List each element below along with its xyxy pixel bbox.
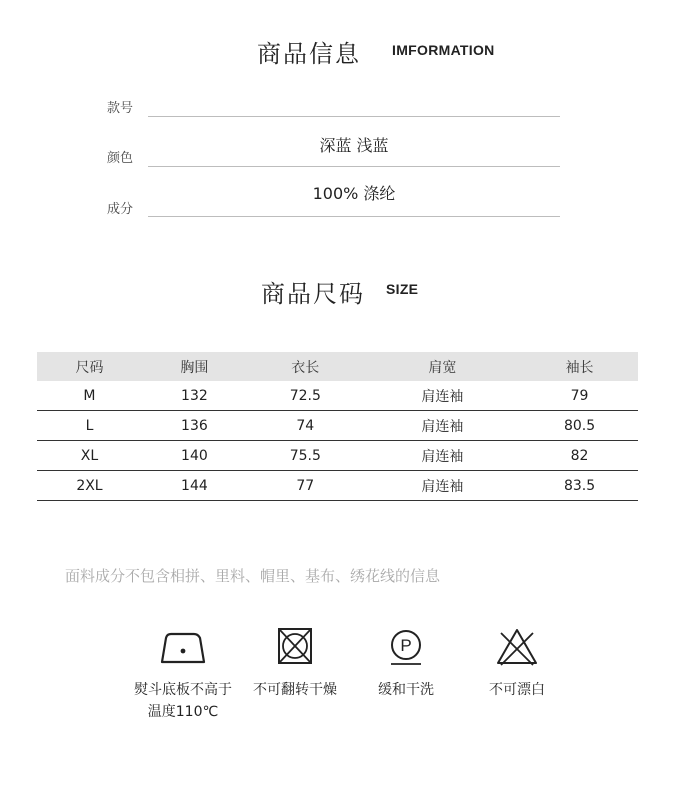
table-cell: 肩连袖 (421, 448, 464, 465)
table-cell: 2XL (76, 477, 103, 494)
header-length: 衣长 (291, 359, 320, 376)
table-cell: 74 (296, 417, 315, 434)
table-cell: 79 (570, 387, 589, 404)
table-cell: L (85, 417, 94, 434)
gentle-dry-clean-p-icon (381, 627, 431, 671)
table-cell: 75.5 (289, 447, 321, 464)
size-table-header-row (37, 352, 638, 381)
table-cell: M (83, 387, 96, 404)
care-label-no-tumble-dry-text: 不可翻转干燥 (253, 682, 337, 698)
size-title-cn: 商品尺码 (261, 280, 365, 308)
care-label-no-tumble-dry (245, 679, 345, 701)
care-label-iron-line2: 温度110℃ (147, 704, 219, 720)
table-row (37, 471, 638, 501)
no-bleach-icon (492, 627, 542, 671)
header-shoulder: 肩宽 (428, 359, 457, 376)
care-label-no-bleach-text: 不可漂白 (489, 682, 545, 698)
table-row (37, 441, 638, 471)
info-label-style-no: 款号 (107, 101, 134, 116)
info-label-composition: 成分 (107, 202, 134, 217)
table-cell: 肩连袖 (421, 418, 464, 435)
header-chest: 胸围 (180, 359, 209, 376)
size-title-en: SIZE (386, 281, 419, 297)
table-cell: 肩连袖 (421, 388, 464, 405)
care-label-gentle-dry-clean-text: 缓和干洗 (378, 682, 434, 698)
header-size: 尺码 (75, 359, 104, 376)
table-cell: 144 (181, 477, 208, 494)
care-label-no-bleach (478, 679, 556, 701)
info-title-en: IMFORMATION (392, 42, 495, 58)
iron-low-temp-icon (158, 628, 208, 672)
table-cell: XL (80, 447, 99, 464)
info-underline (148, 166, 560, 167)
table-cell: 肩连袖 (421, 478, 464, 495)
table-cell: 80.5 (563, 417, 596, 434)
info-underline (148, 116, 560, 117)
table-cell: 72.5 (289, 387, 321, 404)
info-value-color: 深蓝 浅蓝 (319, 136, 389, 155)
table-cell: 132 (181, 387, 208, 404)
table-cell: 140 (181, 447, 208, 464)
table-row (37, 411, 638, 441)
info-value-composition: 100% 涤纶 (312, 184, 396, 203)
info-underline (148, 216, 560, 217)
svg-text:P: P (400, 636, 412, 655)
table-cell: 77 (296, 477, 315, 494)
size-table (37, 352, 638, 501)
care-label-gentle-dry-clean (366, 679, 446, 701)
care-label-iron (127, 679, 239, 723)
header-sleeve: 袖长 (565, 359, 594, 376)
no-tumble-dry-icon (270, 627, 320, 671)
table-row (37, 381, 638, 411)
table-cell: 83.5 (563, 477, 596, 494)
table-cell: 82 (570, 447, 589, 464)
info-label-color: 颜色 (107, 151, 134, 166)
care-label-iron-line1: 熨斗底板不高于 (134, 682, 232, 698)
table-cell: 136 (181, 417, 208, 434)
composition-note: 面料成分不包含相拼、里料、帽里、基布、绣花线的信息 (65, 567, 441, 585)
info-title-cn: 商品信息 (257, 40, 361, 68)
